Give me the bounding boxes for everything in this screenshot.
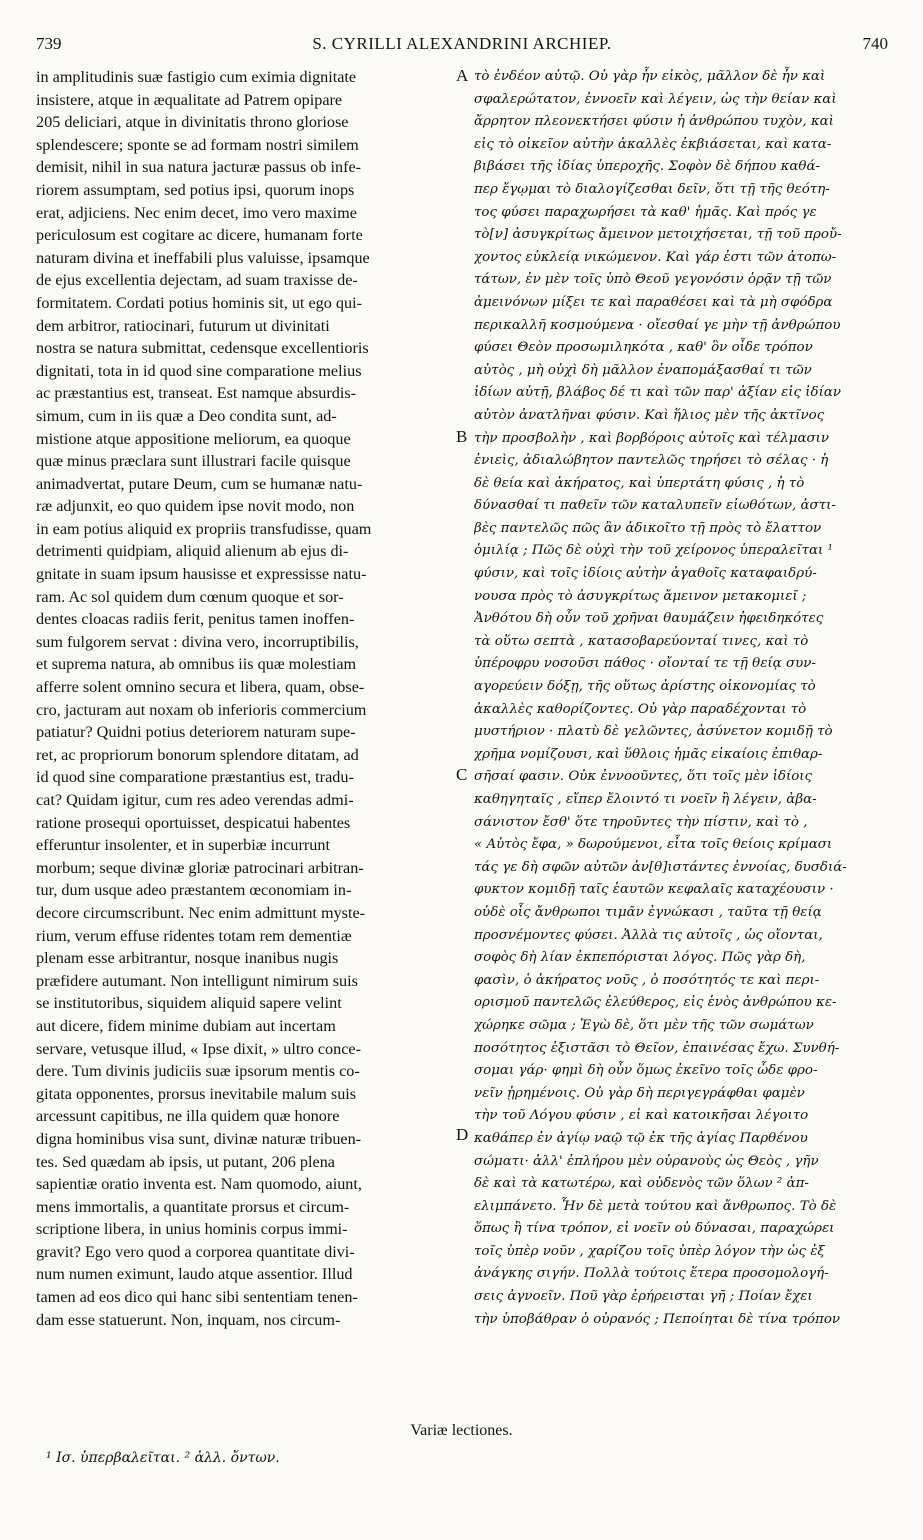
greek-text-line: ὑπέροφρυ νοσοῦσι πάθος · οἴονταί τε τῇ θείᾳ συν-: [474, 656, 816, 672]
greek-text-line: τοῖς ὑπὲρ νοῦν , χαρίζου τοῖς ὑπὲρ λόγον τὴν ὡς ἐξ: [474, 1243, 825, 1259]
latin-text-line: 205 deliciari, atque in divinitatis throno gloriose: [36, 113, 349, 132]
latin-text-line: in eam potius aliquid ex propriis transfudisse, quam: [36, 519, 372, 538]
latin-text-line: detrimenti quidpiam, aliquid alienum ab ejus di-: [36, 542, 349, 561]
latin-text-line: sapientiæ oratio inventa est. Nam quomodo, aiunt,: [36, 1175, 362, 1194]
greek-text-line: « Αὐτὸς ἔφα, » δωρούμενοι, εἶτα τοῖς θείοις κρίμασι: [474, 837, 833, 853]
latin-text-line: gravit? Ego vero quod a corporea quantitate divi-: [36, 1242, 355, 1261]
latin-text-line: quæ minus præclara sunt illustrari facile quisque: [36, 452, 351, 471]
latin-text-line: patiatur? Quidni potius deteriorem naturam supe-: [36, 723, 356, 742]
latin-text-line: aut dicere, fidem minime dubiam aut incertam: [36, 1016, 336, 1035]
latin-text-line: in amplitudinis suæ fastigio cum eximia dignitate: [36, 68, 357, 86]
greek-text-line: νεῖν ᾐρημένοις. Οὐ γὰρ δὴ περιγεγράφθαι φαμὲν: [474, 1085, 805, 1101]
greek-text-line: ελιμπάνετο. Ἦν δὲ μετὰ τούτου καὶ ἄνθρωπος. Τὸ δὲ: [474, 1198, 837, 1214]
latin-text-line: arcessunt capitibus, ne illa quidem quæ honore: [36, 1107, 340, 1126]
page-header: [36, 34, 888, 56]
greek-text-line: τὴν προσβολὴν , καὶ βορβόροις αὐτοῖς καὶ τέλμασιν: [474, 430, 830, 446]
greek-text-line: ἀκαλλὲς καθορίζοντες. Οὐ γὰρ παραδέχονται τὸ: [474, 701, 807, 717]
latin-text-line: gitata opponentes, prorsus inevitabile malum suis: [36, 1084, 357, 1103]
greek-text-line: χρῆμα νομίζουσι, καὶ ὕθλοις ἡμᾶς εἰκαίοις ἐπιθαρ-: [474, 746, 823, 762]
greek-text-line: Ἀνθότου δὴ οὖν τοῦ χρῆναι θαυμάζειν ἠφειδηκότες: [474, 611, 824, 627]
latin-text-line: splendescere; sponte se ad formam nostri similem: [36, 135, 359, 154]
latin-text-line: ram. Ac sol quidem dum cœnum quoque et sor-: [36, 587, 344, 606]
greek-text-line: χώρηκε σῶμα ; Ἐγὼ δὲ, ὅτι μὲν τῆς τῶν σωμάτων: [474, 1017, 814, 1033]
variant-readings: ¹ Ισ. ὑπερβαλεῖται. ² ἀλλ. ὄντων.: [46, 1450, 280, 1466]
page-number-right: 740: [862, 34, 888, 53]
latin-text-line: ræ adjunxit, eo quo quidem ipse novit modo, non: [36, 497, 355, 516]
latin-text-line: ratione prosequi oportuisset, despicatui habentes: [36, 813, 351, 832]
greek-text-line: ἐνιεὶς, ἀδιαλώβητον παντελῶς τηρήσει τὸ σέλας · ἡ: [474, 453, 829, 469]
latin-text-line: formitatem. Cordati potius hominis sit, ut ego qui-: [36, 293, 362, 312]
latin-text-line: decore circumscribunt. Nec enim admittunt myste-: [36, 903, 366, 922]
latin-text-line: dere. Tum divinis judiciis suæ ipsorum mentis co-: [36, 1062, 360, 1081]
greek-text-line: οὐδὲ οἷς ἄνθρωποι τιμᾶν ἐγνώκασι , ταῦτα τῇ θείᾳ: [474, 904, 822, 920]
latin-text-line: num numen eximunt, laudo atque assentior. Illud: [36, 1265, 353, 1284]
greek-text-line: φυκτον κομιδῇ ταῖς ἑαυτῶν κεφαλαῖς καταχέουσιν ·: [474, 882, 834, 898]
greek-text-line: ὅπως ἢ τίνα τρόπον, εἰ νοεῖν οὐ δύνασαι, παραχώρει: [474, 1221, 835, 1237]
latin-text-line: cro, jacturam aut noxam ob inferioris commercium: [36, 700, 367, 719]
latin-text-line: cat? Quidam igitur, cum res adeo verendas admi-: [36, 791, 354, 809]
greek-text-line: σῆσαί φασιν. Οὐκ ἐννοοῦντες, ὅτι τοῖς μὲν ἰδίοις: [474, 769, 813, 785]
latin-text-line: dam esse statuerunt. Non, inquam, nos circum-: [36, 1310, 341, 1329]
greek-text-line: σώματι· ἀλλ' ἐπλήρου μὲν οὐρανοὺς ὡς Θεὸς , γῆν: [474, 1153, 819, 1169]
latin-text-line: afferre solent omnino secura et libera, quam, obse-: [36, 678, 365, 697]
greek-text-line: σοφὸς δὴ λίαν ἐκπεπόρισται λόγος. Πῶς γὰρ δὴ,: [474, 950, 806, 966]
latin-text-line: dignitati, tota in id quod sine comparatione melius: [36, 361, 362, 380]
greek-text-line: καθηγηταῖς , εἴπερ ἔλοιντό τι νοεῖν ἢ λέγειν, ἀβα-: [474, 792, 817, 807]
greek-text-line: τὸ[ν] ἀσυγκρίτως ἄμεινον μετοιχήσεται, τῇ τοῦ προὔ-: [474, 227, 842, 243]
latin-text-line: tamen ad eos dico qui hanc sibi sententiam tenen-: [36, 1288, 358, 1307]
greek-text-line: ἰδίων αὐτῇ, βλάβος δέ τι καὶ τῶν παρ' ἀξίαν εἰς ἰδίαν: [474, 385, 842, 401]
greek-text-line: τάτων, ἐν μὲν τοῖς ὑπὸ Θεοῦ γεγονόσιν ὁρᾷν τῇ τῶν: [474, 272, 832, 288]
greek-text-line: τὴν ὑποβάθραν ὁ οὐρανός ; Πεποίηται δὲ τίνα τρόπον: [474, 1311, 841, 1327]
greek-text-line: δὲ καὶ τὰ κατωτέρω, καὶ οὐδενὸς τῶν ὅλων ² ἀπ-: [474, 1176, 809, 1192]
margin-marker-d: D: [456, 1125, 469, 1144]
latin-text-line: plenam esse arbitrantur, nosque inanibus nugis: [36, 949, 339, 968]
greek-text-line: τὰ οὕτω σεπτὰ , κατασοβαρεύονταί τινες, καὶ τὸ: [474, 633, 809, 649]
greek-text-line: τὸ ἐνδέον αὐτῷ. Οὐ γὰρ ἦν εἰκὸς, μᾶλλον δὲ ἦν καὶ: [474, 69, 826, 84]
latin-text-line: efferuntur insolenter, et in superbiæ incurrunt: [36, 836, 330, 855]
latin-text-line: tur, dum usque adeo præstantem œconomiam in-: [36, 881, 352, 900]
greek-text-line: ὁμιλίᾳ ; Πῶς δὲ οὐχὶ τὴν τοῦ χείρονος ὑπεραλεῖται ¹: [474, 543, 833, 559]
margin-marker-b: B: [456, 427, 468, 446]
latin-text-line: servare, vetusque illud, « Ipse dixit, » ultro conce-: [36, 1039, 362, 1058]
latin-text-line: scriptione libera, in unius hominis corpus immi-: [36, 1220, 348, 1239]
latin-text-line: sum fulgorem servat : divina vero, incorruptibilis,: [36, 632, 359, 651]
latin-text-line: tes. Sed quædam ab ipsis, ut putant, 206 plena: [36, 1152, 335, 1171]
latin-text-line: ac præstantius est, transeat. Est namque absurdis-: [36, 384, 357, 403]
greek-text-line: περικαλλῆ κοσμούμενα · οἴεσθαί γε μὴν τῇ ἀνθρώπου: [474, 317, 841, 333]
greek-text-line: δὲ θεία καὶ ἀκήρατος, καὶ ὑπερτάτη φύσις , ἡ τὸ: [474, 475, 805, 491]
page-number-left: 739: [36, 34, 62, 53]
greek-text-line: ἄρρητον πλεονεκτήσει φύσιν ἡ ἀνθρώπου τυχὸν, καὶ: [474, 114, 834, 130]
greek-text-line: ἀνάγκης σιγήν. Πολλὰ τούτοις ἕτερα προσομολογή-: [474, 1266, 829, 1282]
greek-text-line: τὴν τοῦ Λόγου φύσιν , εἰ καὶ κατοικῆσαι λέγοιτο: [474, 1108, 809, 1124]
latin-text-line: dentes cloacas radiis ferit, penitus tamen inoffen-: [36, 610, 355, 629]
running-title: S. CYRILLI ALEXANDRINI ARCHIEP.: [312, 34, 612, 53]
greek-text-line: ποσότητος ἐξιστᾶσι τὸ Θεῖον, ἐπαινέσας ἔχω. Συνθή-: [474, 1040, 840, 1056]
greek-text-line: ἀμεινόνων μίξει τε καὶ παραθέσει καὶ τὰ μὴ σφόδρα: [474, 294, 833, 310]
latin-text-line: ret, ac propriorum bonorum splendore ditatam, ad: [36, 745, 359, 764]
greek-text-line: δύνασθαί τι παθεῖν τῶν καταλυπεῖν εἰωθότων, ἀστι-: [474, 498, 836, 514]
latin-text-line: erat, adjiciens. Nec enim decet, imo vero maxime: [36, 203, 357, 222]
greek-text-line: τος φύσει παραχωρήσει τὰ καθ' ἡμᾶς. Καὶ πρός γε: [474, 204, 817, 220]
latin-text-line: animadvertat, putare Deum, cum se humanæ natu-: [36, 474, 363, 493]
latin-text-line: rium, verum effuse ridentes totam rem dementiæ: [36, 926, 352, 945]
latin-text-line: præfidere autumant. Non intelligunt nimirum suis: [36, 971, 358, 990]
latin-text-line: simum, cum in iis quæ a Deo condita sunt, ad-: [36, 406, 337, 425]
greek-text-line: φύσιν, καὶ τοῖς ἰδίοις αὐτὴν ἀγαθοῖς καταφαιδρύ-: [474, 566, 817, 582]
latin-text-line: nostra se natura submittat, cedensque excellentioris: [36, 339, 369, 358]
greek-text-line: προσνέμοντες φύσει. Ἀλλὰ τις αὐτοῖς , ὡς οἴονται,: [474, 927, 823, 943]
greek-text-line: μυστήριον · πλατὺ δὲ γελῶντες, ἀσύνετον κομιδῇ τὸ: [474, 724, 833, 740]
greek-text-line: σφαλερώτατον, ἐννοεῖν καὶ λέγειν, ὡς τὴν θείαν καὶ: [474, 91, 837, 107]
greek-text-line: φύσει Θεὸν προσωμιληκότα , καθ' ὃν οἶδε τρόπον: [474, 340, 813, 356]
greek-text-line: αὐτὸν ἀνατλῆναι φύσιν. Καὶ ἥλιος μὲν τῆς ἀκτῖνος: [474, 407, 825, 423]
greek-text-line: εἰς τὸ οἰκεῖον αὐτὴν ἀκαλλὲς ἐκβιάσεται, καὶ κατα-: [474, 136, 832, 152]
greek-text-line: τάς γε δὴ σφῶν αὐτῶν ἀν[θ]ιστάντες ἐννοίας, δυσδιά-: [474, 859, 847, 875]
latin-text-line: de ejus excellentia dejectam, ad suam traxisse de-: [36, 271, 358, 290]
latin-text-line: morbum; seque divinæ gloriæ patrocinari arbitran-: [36, 858, 364, 877]
greek-text-line: βὲς παντελῶς πῶς ἂν ἀδικοῖτο τῇ πρὸς τὸ ἔλαττον: [474, 520, 822, 536]
latin-text-line: mens immortalis, a quantitate prorsus et circum-: [36, 1197, 350, 1216]
greek-column: [474, 66, 894, 1331]
greek-text-line: φασὶν, ὁ ἀκήρατος νοῦς , ὁ ποσότητός τε καὶ περι-: [474, 972, 820, 988]
greek-text-line: αγορεύειν δόξῃ, τῆς οὕτως ἀρίστης οἰκονομίας τὸ: [474, 679, 816, 695]
latin-text-line: et suprema natura, ab omnibus iis quæ molestiam: [36, 655, 357, 674]
greek-text-line: βιβάσει τῆς ἰδίας ὑπεροχῆς. Σοφὸν δὲ δήπου καθά-: [474, 159, 821, 175]
greek-text-line: αὐτὸς , μὴ οὐχὶ δὴ μᾶλλον ἐναπομάξασθαί τι τῶν: [474, 362, 812, 378]
latin-text-line: gnitate in suam ipsum hausisse et expressisse natu-: [36, 565, 367, 584]
greek-text-line: περ ἔγῳμαι τὸ διαλογίζεσθαι δεῖν, ὅτι τῇ τῆς θεότη-: [474, 181, 830, 197]
greek-text-line: χοντος εὐκλείᾳ νικώμενον. Καὶ γάρ ἐστι τῶν ἀτοπω-: [474, 249, 837, 265]
latin-text-line: periculosum est cogitare ac dicere, humanam forte: [36, 226, 363, 245]
latin-text-line: dem arbitror, ratiocinari, futurum ut divinitati: [36, 316, 330, 335]
greek-text-line: καθάπερ ἐν ἁγίῳ ναῷ τῷ ἐκ τῆς ἁγίας Παρθένου: [474, 1130, 808, 1146]
latin-text-line: insistere, atque in æqualitate ad Patrem opipare: [36, 90, 343, 109]
margin-marker-c: C: [456, 765, 468, 784]
greek-text-line: σεις ἀγνοεῖν. Ποῦ γὰρ ἐρήρεισται γῆ ; Ποίαν ἔχει: [474, 1289, 813, 1305]
margin-marker-a: A: [456, 66, 469, 85]
variae-lectiones-heading: Variæ lectiones.: [410, 1422, 513, 1439]
latin-column: [36, 66, 454, 1331]
greek-text-line: νουσα πρὸς τὸ ἀσυγκρίτως ἄμεινον μετακομιεῖ ;: [474, 588, 807, 604]
latin-text-line: digna hominibus visa sunt, divinæ naturæ tribuen-: [36, 1129, 362, 1148]
latin-text-line: mistione atque appositione meliorum, ea quoque: [36, 429, 351, 448]
latin-text-line: riorem assumptam, sed potius ipsi, quorum inops: [36, 180, 355, 199]
greek-text-line: σομαι γάρ· φημὶ δὴ οὖν ὅμως ἐκεῖνο τοῖς ὧδε φρο-: [474, 1063, 818, 1079]
latin-text-line: id quod sine comparatione præstantius est, tradu-: [36, 768, 354, 787]
greek-text-line: σάνιστον ἔσθ' ὅτε τηροῦντες τὴν πίστιν, καὶ τὸ ,: [474, 814, 808, 830]
greek-text-line: ορισμοῦ παντελῶς ἐλεύθερος, εἰς ἑνὸς ἀνθρώπου κε-: [474, 995, 837, 1011]
latin-text-line: demisit, nihil in sua natura jacturæ passus ob infe-: [36, 158, 362, 177]
latin-text-line: se institutoribus, siquidem aliquid sapere velint: [36, 994, 342, 1013]
latin-text-line: naturam divina et ineffabili plus valuisse, ipsamque: [36, 248, 370, 267]
